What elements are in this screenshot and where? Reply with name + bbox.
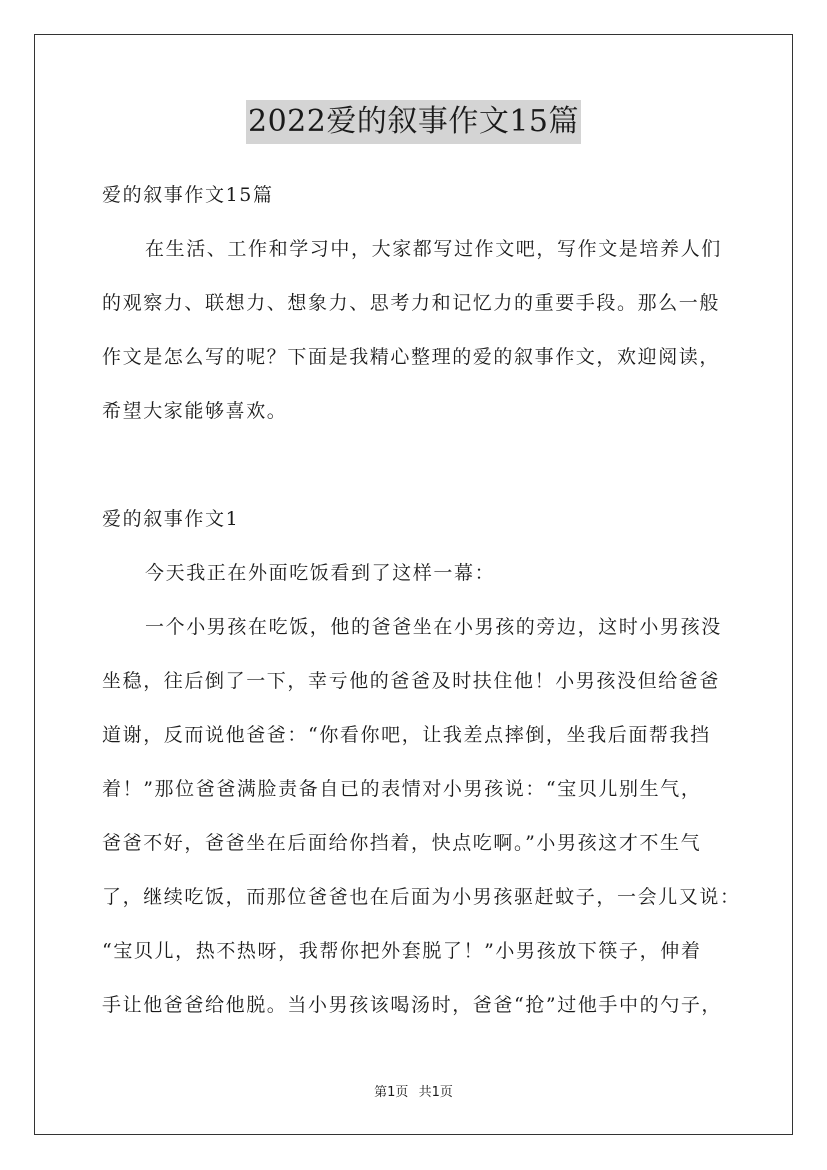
intro-line: 作文是怎么写的呢？下面是我精心整理的爱的叙事作文，欢迎阅读， (102, 346, 721, 368)
intro-line: 希望大家能够喜欢。 (102, 400, 288, 422)
body-line: 一个小男孩在吃饭，他的爸爸坐在小男孩的旁边，这时小男孩没 (145, 616, 722, 638)
page-footer (0, 1084, 827, 1102)
body-line: 了，继续吃饭，而那位爸爸也在后面为小男孩驱赶蚊子，一会儿又说： (102, 886, 741, 908)
section-heading: 爱的叙事作文1 (102, 508, 240, 530)
title-container (0, 100, 827, 144)
body-line: 爸爸不好，爸爸坐在后面给你挡着，快点吃啊。”小男孩这才不生气 (102, 832, 702, 854)
intro-line: 在生活、工作和学习中，大家都写过作文吧，写作文是培养人们 (145, 238, 722, 260)
page-total: 共1页 (418, 1085, 453, 1100)
document-title: 2022爱的叙事作文15篇 (246, 100, 581, 144)
body-line: 坐稳，往后倒了一下，幸亏他的爸爸及时扶住他！小男孩没但给爸爸 (102, 670, 721, 692)
body-line: “宝贝儿，热不热呀，我帮你把外套脱了！”小男孩放下筷子，伸着 (102, 940, 702, 962)
page-number: 第1页 (374, 1085, 409, 1100)
intro-line: 的观察力、联想力、想象力、思考力和记忆力的重要手段。那么一般 (102, 292, 721, 314)
document-subtitle: 爱的叙事作文15篇 (102, 184, 274, 206)
body-line: 手让他爸爸给他脱。当小男孩该喝汤时，爸爸“抢”过他手中的勺子， (102, 994, 723, 1016)
section-intro: 今天我正在外面吃饭看到了这样一幕： (145, 562, 496, 584)
body-line: 道谢，反而说他爸爸：“你看你吧，让我差点摔倒，坐我后面帮我挡 (102, 724, 711, 746)
body-line: 着！”那位爸爸满脸责备自已的表情对小男孩说：“宝贝儿别生气， (102, 778, 702, 800)
